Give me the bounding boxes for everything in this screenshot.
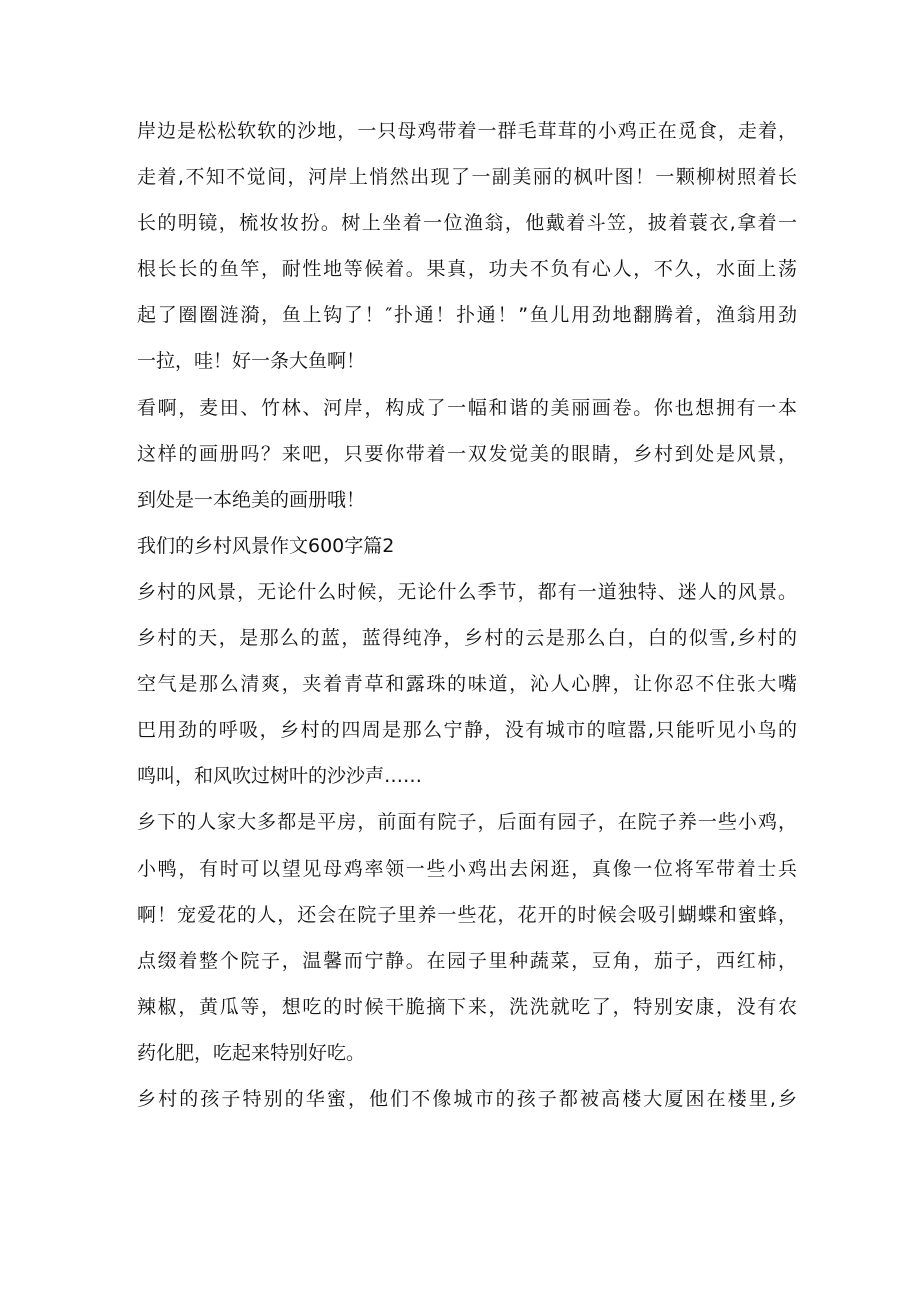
text-line: 乡村的风景，无论什么时候，无论什么季节，都有一道独特、迷人的风景。: [137, 580, 797, 603]
document-body: [137, 108, 797, 1122]
text-line: 空气是那么清爽，夹着青草和露珠的味道，沁人心脾，让你忍不住张大嘴: [137, 673, 797, 696]
text-line: 走着,不知不觉间，河岸上悄然出现了一副美丽的枫叶图！一颗柳树照着长: [137, 166, 797, 189]
text-line: 看啊，麦田、竹林、河岸，构成了一幅和谐的美丽画卷。你也想拥有一本: [137, 396, 797, 419]
text-line: 巴用劲的呼吸，乡村的四周是那么宁静，没有城市的喧嚣,只能听见小鸟的: [137, 719, 797, 742]
text-line: 点缀着整个院子，温馨而宁静。在园子里种蔬菜，豆角，茄子，西红柿，: [137, 949, 797, 972]
text-line: 鸣叫，和风吹过树叶的沙沙声……: [137, 765, 423, 788]
text-line: 乡村的天，是那么的蓝，蓝得纯净，乡村的云是那么白，白的似雪,乡村的: [137, 627, 797, 650]
text-line: 这样的画册吗？来吧，只要你带着一双发觉美的眼睛，乡村到处是风景，: [137, 442, 797, 465]
section-heading: 我们的乡村风景作文600字篇2: [137, 534, 395, 557]
text-line: 小鸭，有时可以望见母鸡率领一些小鸡出去闲逛，真像一位将军带着士兵: [137, 857, 797, 880]
text-line: 岸边是松松软软的沙地，一只母鸡带着一群毛茸茸的小鸡正在觅食，走着，: [137, 120, 797, 142]
text-line: 一拉，哇！好一条大鱼啊！: [137, 350, 366, 373]
text-line: 根长长的鱼竿，耐性地等候着。果真，功夫不负有心人，不久，水面上荡: [137, 258, 797, 281]
text-line: 起了圈圈涟漪，鱼上钩了！″扑通！扑通！”鱼儿用劲地翻腾着，渔翁用劲: [137, 304, 797, 327]
text-line: 辣椒，黄瓜等，想吃的时候干脆摘下来，洗洗就吃了，特别安康，没有农: [137, 995, 797, 1018]
text-line: 长的明镜，梳妆妆扮。树上坐着一位渔翁，他戴着斗笠，披着蓑衣,拿着一: [137, 212, 797, 235]
text-line: 乡下的人家大多都是平房，前面有院子，后面有园子，在院子养一些小鸡，: [137, 811, 797, 834]
text-line: 乡村的孩子特别的华蜜，他们不像城市的孩子都被高楼大厦困在楼里,乡: [137, 1087, 797, 1110]
text-line: 到处是一本绝美的画册哦！: [137, 488, 366, 511]
text-line: 药化肥，吃起来特别好吃。: [137, 1041, 366, 1064]
text-line: 啊！宠爱花的人，还会在院子里养一些花，花开的时候会吸引蝴蝶和蜜蜂，: [137, 903, 797, 926]
